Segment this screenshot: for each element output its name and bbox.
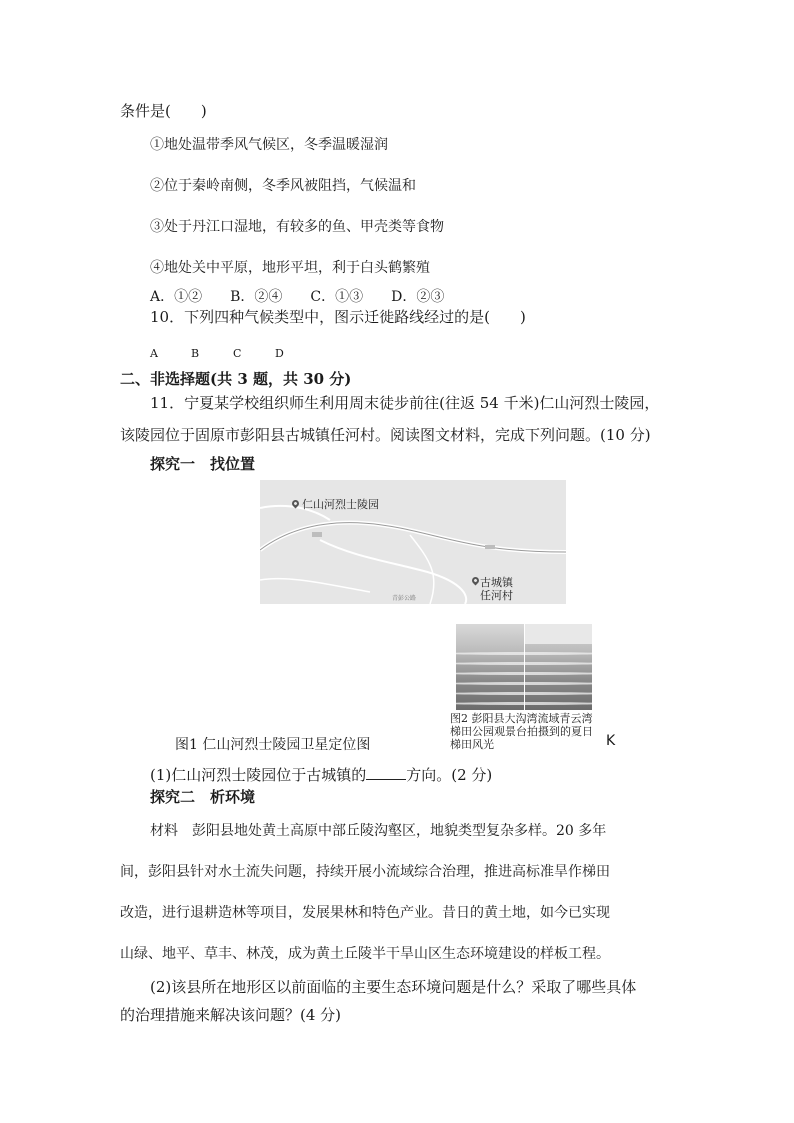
- map-road-label: 青彭公路: [392, 595, 417, 602]
- explore-2-title: 探究二 析环境: [150, 788, 256, 806]
- material-line-3: 改造，进行退耕造林等项目，发展果林和特色产业。昔日的黄土地，如今已实现: [120, 905, 610, 921]
- material-line-1: 材料 彭阳县地处黄土高原中部丘陵沟壑区，地貌类型复杂多样。20 多年: [150, 823, 607, 839]
- material-line-4: 山绿、地平、草丰、林茂，成为黄土丘陵半干旱山区生态环境建设的样板工程。: [120, 946, 610, 962]
- option-1: ①地处温带季风气候区，冬季温暖湿润: [150, 137, 388, 153]
- figure-2-caption: [450, 712, 593, 751]
- satellite-location-map: [260, 480, 566, 604]
- q10-choice-a: A: [150, 347, 158, 360]
- question-11-1: [150, 764, 492, 785]
- question-11-2-line-1: (2)该县所在地形区以前面临的主要生态环境问题是什么？采取了哪些具体: [150, 978, 637, 996]
- figure-2-caption-line: 梯田公园观景台拍摄到的夏日: [450, 725, 593, 738]
- question-11-line-1: 11．宁夏某学校组织师生利用周末徒步前往(往返 54 千米)仁山河烈士陵园，: [150, 394, 660, 412]
- question-11-line-2: 该陵园位于固原市彭阳县古城镇任河村。阅读图文材料，完成下列问题。(10 分): [120, 426, 651, 444]
- photo-sky: [525, 624, 592, 644]
- answer-blank[interactable]: [366, 767, 406, 780]
- map-label-town: 古城镇: [480, 576, 513, 589]
- option-3: ③处于丹江口湿地，有较多的鱼、甲壳类等食物: [150, 219, 444, 235]
- figure-2-caption-line: 图2 彭阳县大沟湾流域青云湾: [450, 712, 593, 725]
- photo-split-divider: [524, 624, 525, 710]
- q10-choice-d: D: [275, 347, 284, 360]
- terraced-fields-photo: [456, 624, 592, 710]
- material-line-2: 间，彭阳县针对水土流失问题，持续开展小流域综合治理，推进高标准旱作梯田: [120, 864, 610, 880]
- option-4: ④地处关中平原，地形平坦，利于白头鹤繁殖: [150, 260, 430, 276]
- map-label-memorial: 仁山河烈士陵园: [302, 498, 379, 511]
- option-2: ②位于秦岭南侧，冬季风被阻挡，气候温和: [150, 178, 416, 194]
- q10-choice-b: B: [191, 347, 200, 360]
- explore-1-title: 探究一 找位置: [150, 455, 256, 473]
- q11-1-text-after: 方向。(2 分): [406, 766, 493, 784]
- question-10: 10．下列四种气候类型中，图示迁徙路线经过的是( ): [150, 308, 526, 326]
- q11-1-text-before: (1)仁山河烈士陵园位于古城镇的: [150, 766, 367, 784]
- figure-2-mark: K: [606, 733, 616, 749]
- figure-1-caption: 图1 仁山河烈士陵园卫星定位图: [175, 737, 371, 753]
- question-11-2-line-2: 的治理措施来解决该问题？(4 分): [120, 1006, 342, 1024]
- q10-choice-c: C: [233, 347, 242, 360]
- figure-2-caption-line: 梯田风光: [450, 738, 494, 751]
- question-9-stem: 条件是( ): [120, 102, 207, 120]
- map-label-village: 任河村: [480, 589, 513, 602]
- section-title: 二、非选择题(共 3 题，共 30 分): [120, 370, 352, 388]
- q9-answer-choices: A．①② B．②④ C．①③ D．②③: [150, 289, 445, 305]
